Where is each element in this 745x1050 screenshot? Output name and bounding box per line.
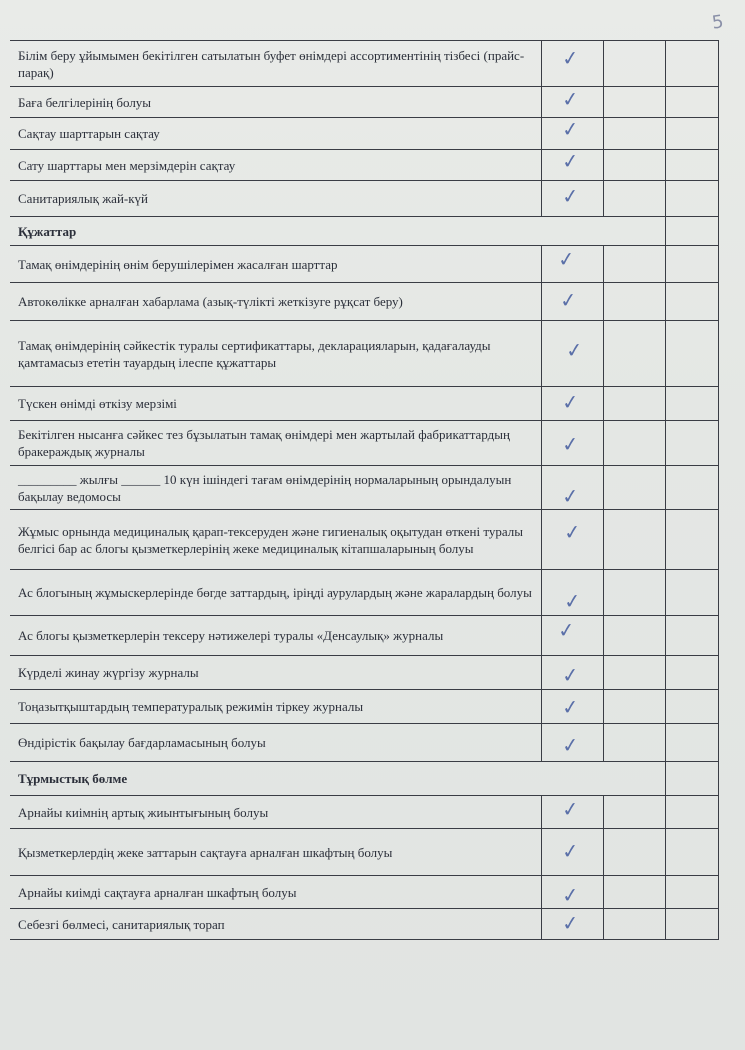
checkmark-icon: ✓ bbox=[564, 337, 584, 363]
yes-cell bbox=[541, 321, 603, 387]
empty-cell bbox=[665, 762, 718, 796]
checklist-row bbox=[10, 466, 718, 510]
checklist-row bbox=[10, 246, 718, 283]
criterion-text: Арнайы киімнің артық жиынтығының болуы bbox=[10, 796, 541, 829]
note-cell bbox=[665, 876, 718, 909]
note-cell bbox=[665, 387, 718, 421]
criterion-text: Баға белгілерінің болуы bbox=[10, 87, 541, 118]
note-cell bbox=[665, 150, 718, 181]
note-cell bbox=[665, 246, 718, 283]
yes-cell bbox=[541, 909, 603, 940]
checklist-row bbox=[10, 181, 718, 217]
checkmark-icon: ✓ bbox=[560, 183, 580, 209]
note-cell bbox=[665, 796, 718, 829]
checklist-row bbox=[10, 118, 718, 150]
checklist-row bbox=[10, 510, 718, 570]
checkmark-icon: ✓ bbox=[560, 662, 580, 688]
note-cell bbox=[665, 656, 718, 690]
no-cell bbox=[603, 87, 665, 118]
checkmark-icon: ✓ bbox=[560, 45, 580, 71]
empty-cell bbox=[665, 217, 718, 246]
no-cell bbox=[603, 150, 665, 181]
no-cell bbox=[603, 690, 665, 724]
yes-cell bbox=[541, 147, 603, 181]
note-cell bbox=[665, 510, 718, 570]
criterion-text: Ас блогы қызметкерлерін тексеру нәтижелері туралы «Денсаулық» журналы bbox=[10, 616, 541, 656]
criterion-text: Білім беру ұйымымен бекітілген сатылатын буфет өнімдері ассортиментінің тізбесі (прайс-парақ) bbox=[10, 41, 541, 87]
criterion-text: Өндірістік бақылау бағдарламасының болуы bbox=[10, 724, 541, 762]
note-cell bbox=[665, 87, 718, 118]
checkmark-icon: ✓ bbox=[560, 909, 580, 936]
checklist-row bbox=[10, 724, 718, 762]
no-cell bbox=[603, 510, 665, 570]
note-cell bbox=[665, 181, 718, 217]
no-cell bbox=[603, 321, 665, 387]
note-cell bbox=[665, 321, 718, 387]
criterion-text: Арнайы киімді сақтауға арналған шкафтың болуы bbox=[10, 876, 541, 909]
note-cell bbox=[665, 41, 718, 87]
yes-cell bbox=[541, 387, 603, 421]
yes-cell bbox=[541, 283, 603, 321]
criterion-text: Тамақ өнімдерінің өнім берушілерімен жасалған шарттар bbox=[10, 246, 541, 283]
no-cell bbox=[603, 724, 665, 762]
no-cell bbox=[603, 570, 665, 616]
checklist-row bbox=[10, 321, 718, 387]
criterion-text: Санитариялық жай-күй bbox=[10, 181, 541, 217]
no-cell bbox=[603, 876, 665, 909]
no-cell bbox=[603, 466, 665, 510]
yes-cell bbox=[541, 656, 603, 690]
yes-cell bbox=[541, 41, 603, 87]
checkmark-icon: ✓ bbox=[560, 430, 580, 457]
criterion-text: Түскен өнімді өткізу мерзімі bbox=[10, 387, 541, 421]
checklist-row bbox=[10, 656, 718, 690]
criterion-text: Бекітілген нысанға сәйкес тез бұзылатын тамақ өнімдері мен жартылай фабрикаттардың бракераждық журналы bbox=[10, 421, 541, 466]
section-title: Құжаттар bbox=[10, 217, 665, 246]
checklist-row bbox=[10, 909, 718, 940]
criterion-text: Сақтау шарттарын сақтау bbox=[10, 118, 541, 150]
note-cell bbox=[665, 466, 718, 510]
page-number: 5 bbox=[710, 11, 725, 34]
note-cell bbox=[665, 724, 718, 762]
note-cell bbox=[665, 829, 718, 876]
checklist-row bbox=[10, 616, 718, 656]
section-title: Тұрмыстық бөлме bbox=[10, 762, 665, 796]
no-cell bbox=[603, 796, 665, 829]
yes-cell bbox=[541, 510, 603, 570]
checkmark-icon: ✓ bbox=[560, 85, 580, 112]
checklist-row bbox=[10, 690, 718, 724]
checkmark-icon: ✓ bbox=[560, 483, 580, 509]
yes-cell bbox=[541, 118, 603, 150]
yes-cell bbox=[541, 87, 603, 118]
criterion-text: Себезгі бөлмесі, санитариялық торап bbox=[10, 909, 541, 940]
checkmark-icon: ✓ bbox=[556, 245, 576, 272]
checkmark-icon: ✓ bbox=[560, 116, 580, 142]
note-cell bbox=[665, 283, 718, 321]
checklist-row bbox=[10, 796, 718, 829]
yes-cell bbox=[541, 466, 603, 510]
yes-cell bbox=[541, 724, 603, 762]
yes-cell bbox=[541, 829, 603, 876]
yes-cell bbox=[541, 690, 603, 724]
checkmark-icon: ✓ bbox=[560, 694, 580, 720]
no-cell bbox=[603, 829, 665, 876]
criterion-text: _________ жылғы ______ 10 күн ішіндегі тағам өнімдерінің нормаларының орындалуын бақылау ведомосы bbox=[10, 466, 541, 510]
checklist-row bbox=[10, 87, 718, 118]
checkmark-icon: ✓ bbox=[560, 147, 580, 174]
checkmark-icon: ✓ bbox=[560, 732, 580, 758]
criterion-text: Автокөлікке арналған хабарлама (азық-түлікті жеткізуге рұқсат беру) bbox=[10, 283, 541, 321]
note-cell bbox=[665, 616, 718, 656]
note-cell bbox=[665, 690, 718, 724]
checkmark-icon: ✓ bbox=[562, 588, 582, 614]
no-cell bbox=[603, 41, 665, 87]
checklist-row bbox=[10, 150, 718, 181]
no-cell bbox=[603, 909, 665, 940]
no-cell bbox=[603, 421, 665, 466]
checklist-row bbox=[10, 876, 718, 909]
checkmark-icon: ✓ bbox=[560, 795, 580, 822]
no-cell bbox=[603, 246, 665, 283]
checkmark-icon: ✓ bbox=[562, 519, 582, 545]
checklist-row bbox=[10, 829, 718, 876]
note-cell bbox=[665, 421, 718, 466]
no-cell bbox=[603, 181, 665, 217]
no-cell bbox=[603, 387, 665, 421]
yes-cell bbox=[541, 421, 603, 466]
yes-cell bbox=[541, 570, 603, 616]
criterion-text: Тоңазытқыштардың температуралық режимін тіркеу журналы bbox=[10, 690, 541, 724]
note-cell bbox=[665, 570, 718, 616]
criterion-text: Жұмыс орнында медициналық қарап-тексеруден және гигиеналық оқытудан өткені туралы белгісі бар ас блогы қызметкерлерінің жеке медициналық кітапшаларының болуы bbox=[10, 510, 541, 570]
checkmark-icon: ✓ bbox=[558, 287, 578, 313]
yes-cell bbox=[541, 876, 603, 909]
note-cell bbox=[665, 118, 718, 150]
criterion-text: Сату шарттары мен мерзімдерін сақтау bbox=[10, 150, 541, 181]
yes-cell bbox=[541, 181, 603, 217]
section-row bbox=[10, 762, 718, 796]
yes-cell bbox=[541, 796, 603, 829]
criterion-text: Күрделі жинау жүргізу журналы bbox=[10, 656, 541, 690]
checklist-row bbox=[10, 570, 718, 616]
note-cell bbox=[665, 909, 718, 940]
checkmark-icon: ✓ bbox=[560, 881, 580, 908]
yes-cell bbox=[541, 246, 603, 283]
no-cell bbox=[603, 616, 665, 656]
no-cell bbox=[603, 118, 665, 150]
checklist-row bbox=[10, 283, 718, 321]
checklist-row bbox=[10, 421, 718, 466]
criterion-text: Қызметкерлердің жеке заттарын сақтауға арналған шкафтың болуы bbox=[10, 829, 541, 876]
criterion-text: Тамақ өнімдерінің сәйкестік туралы сертификаттары, декларацияларын, қадағалауды қамтамасыз ететін тауардың ілеспе құжаттары bbox=[10, 321, 541, 387]
checkmark-icon: ✓ bbox=[560, 389, 580, 415]
section-row bbox=[10, 217, 718, 246]
checkmark-icon: ✓ bbox=[556, 617, 576, 643]
checklist-row bbox=[10, 41, 718, 87]
checkmark-icon: ✓ bbox=[560, 837, 580, 864]
checklist-row bbox=[10, 387, 718, 421]
checklist-table bbox=[10, 40, 719, 940]
no-cell bbox=[603, 283, 665, 321]
no-cell bbox=[603, 656, 665, 690]
yes-cell bbox=[541, 616, 603, 656]
criterion-text: Ас блогының жұмыскерлерінде бөгде заттардың, іріңді аурулардың және жаралардың болуы bbox=[10, 570, 541, 616]
